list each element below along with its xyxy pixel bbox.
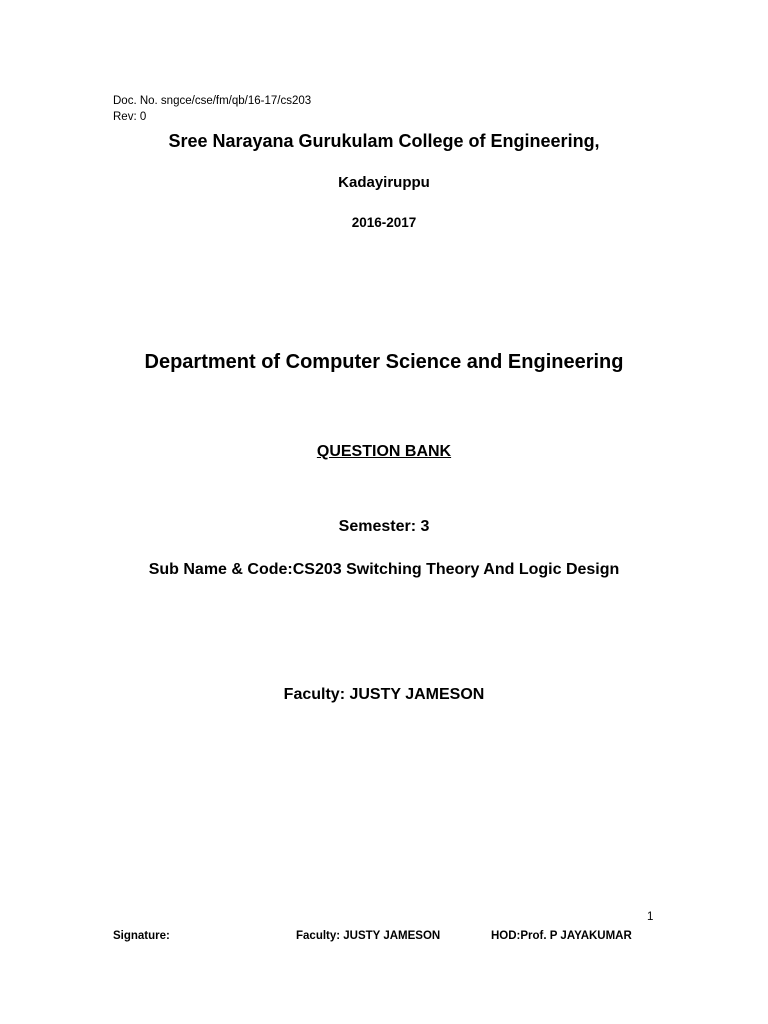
document-type-heading: QUESTION BANK <box>316 443 452 460</box>
footer-hod: HOD:Prof. P JAYAKUMAR <box>491 930 632 942</box>
semester: Semester: 3 <box>338 518 430 535</box>
page-number: 1 <box>647 911 654 923</box>
subject-name-code: Sub Name & Code:CS203 Switching Theory And Logic Design <box>148 561 620 578</box>
footer-faculty: Faculty: JUSTY JAMESON <box>296 930 441 942</box>
revision: Rev: 0 <box>113 111 147 123</box>
college-location: Kadayiruppu <box>338 174 430 191</box>
academic-year: 2016-2017 <box>351 215 417 230</box>
college-name: Sree Narayana Gurukulam College of Engineering, <box>168 131 600 151</box>
faculty-name: Faculty: JUSTY JAMESON <box>283 686 485 703</box>
department-title: Department of Computer Science and Engineering <box>144 351 624 373</box>
doc-number: Doc. No. sngce/cse/fm/qb/16-17/cs203 <box>113 95 312 107</box>
footer-signature-label: Signature: <box>113 930 170 942</box>
